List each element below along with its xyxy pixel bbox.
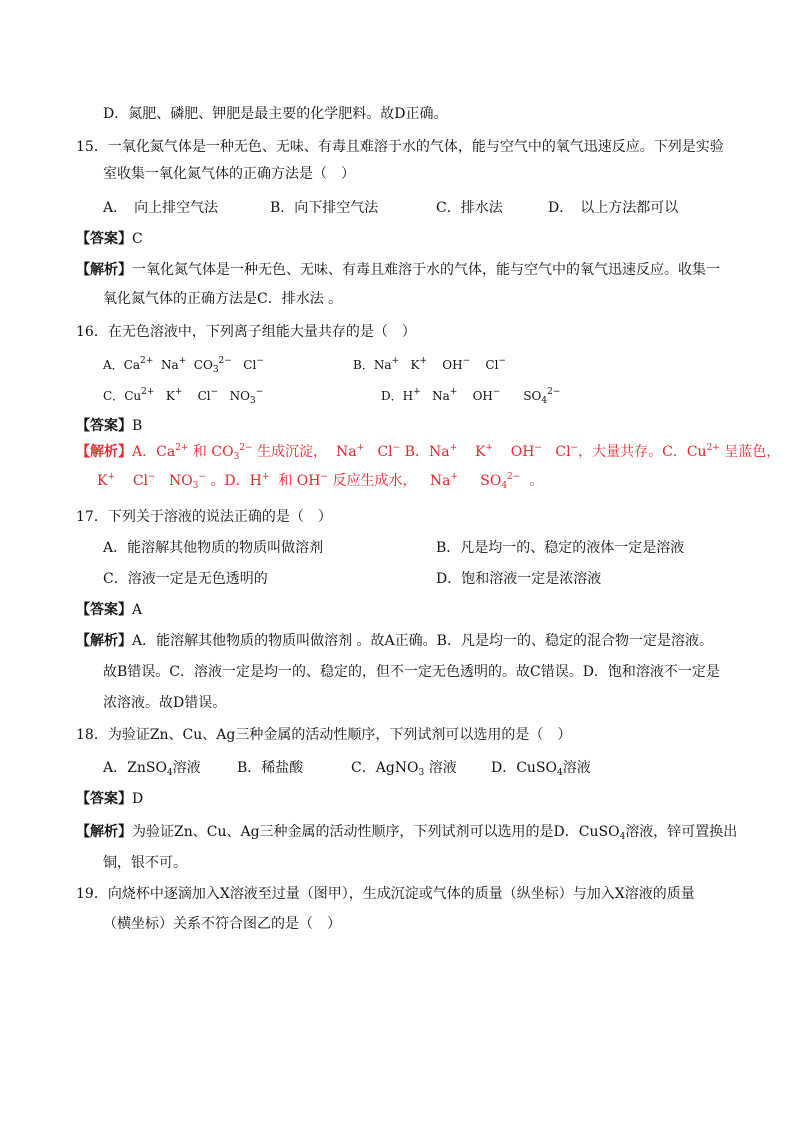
q19-stem-line2: （横坐标）关系不符合图乙的是（ ） [103,916,341,932]
answer-tag: 【答案】 [76,791,132,807]
q15-analysis-line1 [76,260,720,282]
q15-analysis-line2: 氧化氮气体的正确方法是C．排水法 。 [103,291,343,307]
q15-stem-line2: 室收集一氧化氮气体的正确方法是（ ） [103,166,355,182]
q18-analysis-line1: 【解析】为验证Zn、Cu、Ag三种金属的活动性顺序，下列试剂可以选用的是D．CuSO$_4$溶液，锌可置换出 [76,824,738,842]
q17-answer [76,600,142,622]
q15-option-c: C．排水法 [436,200,503,216]
q17-analysis-line2: 故B错误。C．溶液一定是均一的、稳定的，但不一定无色透明的。故C错误。D．饱和溶液不一定是 [103,664,720,680]
analysis-tag: 【解析】 [76,633,132,649]
q19-stem-line1: 19．向烧杯中逐滴加入X溶液至过量（图甲），生成沉淀或气体的质量（纵坐标）与加入X溶液的质量 [76,886,695,902]
answer-tag: 【答案】 [76,602,132,618]
answer-value: D [132,791,144,807]
answer-value: B [132,418,143,434]
answer-value: A [132,602,143,618]
q18-option-a: A．ZnSO$_4$溶液 [103,760,201,778]
analysis-tag: 【解析】 [76,262,132,278]
answer-tag: 【答案】 [76,418,132,434]
q17-analysis-line3: 浓溶液。故D错误。 [103,695,227,711]
q15-answer [76,229,143,251]
q16-option-b: B．Na+ K+ OH− Cl− [353,356,506,372]
q17-analysis-line1 [76,631,713,653]
q15-option-b: B．向下排空气法 [270,200,379,216]
q18-stem: 18．为验证Zn、Cu、Ag三种金属的活动性顺序，下列试剂可以选用的是（ ） [76,727,572,743]
q16-option-a: A．$Ca^{2+}$ Na+ $CO_3^{2-}$ Cl− [103,356,264,375]
q18-option-d: D．CuSO$_4$溶液 [491,760,591,778]
q16-analysis-line2: K+ Cl− $NO_3^-$ 。D．H+ 和 OH− 反应生成水， Na+ $SO_4^{2-}$ 。 [97,472,544,491]
q15-option-a: A． 向上排空气法 [103,200,219,216]
q17-option-c: C．溶液一定是无色透明的 [103,571,268,587]
q15-option-d: D． 以上方法都可以 [548,200,679,216]
q16-option-c: C．$Cu^{2+}$ K+ Cl− $NO_3^-$ [103,387,264,406]
q18-option-c: C．AgNO$_3$ 溶液 [351,760,457,778]
analysis-text: 一氧化氮气体是一种无色、无味、有毒且难溶于水的气体，能与空气中的氧气迅速反应。收集一 [132,262,720,278]
q17-option-d: D．饱和溶液一定是浓溶液 [436,571,602,587]
q18-option-b: B．稀盐酸 [237,760,304,776]
q17-stem: 17．下列关于溶液的说法正确的是（ ） [76,509,332,525]
q17-option-a: A．能溶解其他物质的物质叫做溶剂 [103,540,324,556]
q15-stem-line1: 15．一氧化氮气体是一种无色、无味、有毒且难溶于水的气体，能与空气中的氧气迅速反应。下列是实验 [76,139,724,155]
q16-analysis-line1: 【解析】A．$Ca^{2+}$ 和 $CO_3^{2-}$ 生成沉淀， Na+ Cl− B．Na+ K+ OH− Cl−，大量共存。C．$Cu^{2+}$ 呈蓝色， [76,443,781,462]
analysis-text: A．能溶解其他物质的物质叫做溶剂 。故A正确。B．凡是均一的、稳定的混合物一定是溶液。 [132,633,713,649]
q18-analysis-line2: 铜，银不可。 [103,855,187,871]
q17-option-b: B．凡是均一的、稳定的液体一定是溶液 [436,540,685,556]
q18-answer [76,789,143,811]
answer-value: C [132,231,143,247]
analysis-tag: 【解析】 [76,824,132,840]
answer-tag: 【答案】 [76,231,132,247]
q14-option-d-explanation: D．氮肥、磷肥、钾肥是最主要的化学肥料。故D正确。 [103,106,448,122]
q16-option-d: D．H+ Na+ OH− $SO_4^{2-}$ [381,387,561,406]
q16-answer [76,416,142,438]
q16-stem: 16．在无色溶液中，下列离子组能大量共存的是（ ） [76,324,416,340]
